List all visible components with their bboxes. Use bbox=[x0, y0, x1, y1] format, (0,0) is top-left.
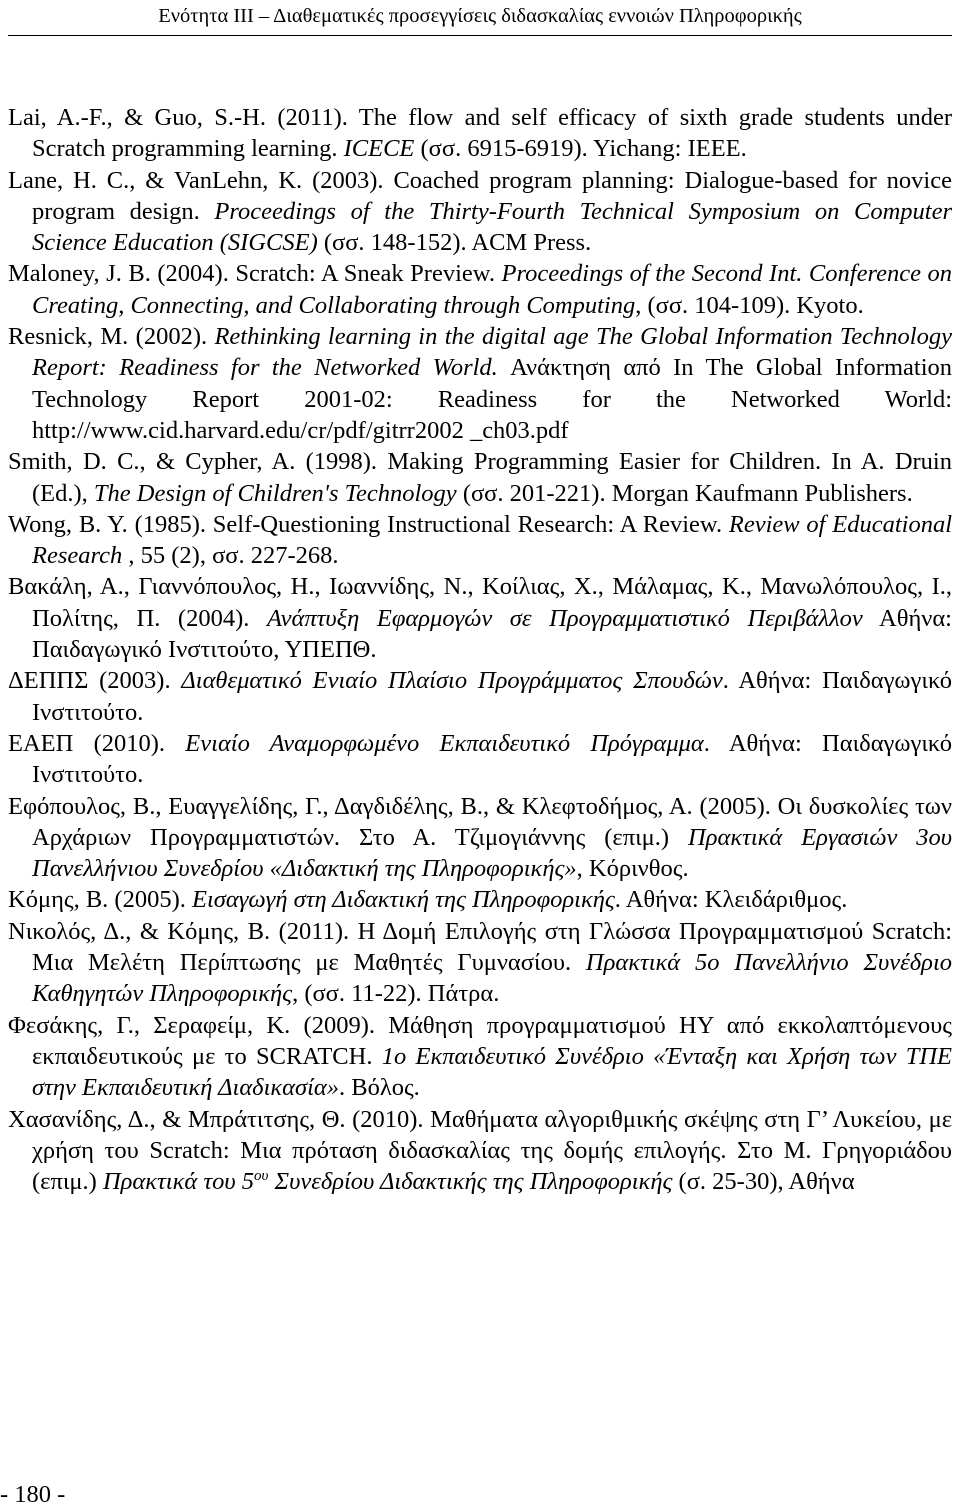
reference-entry bbox=[8, 321, 952, 446]
reference-text: . Αθήνα: Κλειδάριθμος. bbox=[614, 886, 848, 914]
reference-italic-text: Review of Educational Research bbox=[32, 510, 953, 570]
reference-text: Νικολός, Δ., & Κόμης, Β. (2011). Η Δομή Επιλογής στη Γλώσσα Προγραμματισμού Scratch: Μια Μελέτη Περίπτωσης με Μαθητές Γυμνασίου. bbox=[8, 917, 952, 977]
reference-entry bbox=[8, 165, 952, 259]
reference-entry bbox=[8, 102, 952, 165]
reference-text: Αθήνα: Παιδαγωγικό Ινστιτούτο, ΥΠΕΠΘ. bbox=[32, 604, 952, 664]
reference-text: , (σσ. 104-109). Kyoto. bbox=[635, 291, 864, 319]
reference-text: (σσ. 201-221). Morgan Kaufmann Publishers. bbox=[456, 479, 913, 507]
reference-entry bbox=[8, 509, 952, 572]
reference-text: , Κόρινθος. bbox=[576, 855, 689, 883]
reference-text: (σσ. 148-152). ACM Press. bbox=[317, 229, 592, 257]
reference-italic-text: Proceedings of the Thirty-Fourth Technical Symposium on Computer Science Education (SIGCSE) bbox=[32, 197, 952, 257]
reference-italic-text: ου bbox=[254, 1167, 269, 1184]
reference-text: ΔΕΠΠΣ (2003). bbox=[8, 667, 182, 695]
reference-text: (σ. 25-30), Αθήνα bbox=[672, 1168, 855, 1196]
reference-italic-text: Πρακτικά του 5 bbox=[102, 1168, 254, 1196]
running-header: Ενότητα ΙΙΙ – Διαθεματικές προσεγγίσεις διδασκαλίας εννοιών Πληροφορικής bbox=[158, 5, 802, 27]
reference-italic-text: Proceedings of the Second Int. Conference on Creating, Connecting, and Collaborating through Computing bbox=[32, 260, 952, 319]
reference-italic-text: Rethinking learning in the digital age The Global Information Technology Report: Readiness for the Networked World. bbox=[32, 323, 952, 382]
reference-text: Wong, B. Y. (1985). Self-Questioning Instructional Research: A Review. bbox=[8, 510, 729, 538]
reference-italic-text: Ενιαίο Αναμορφωμένο Εκπαιδευτικό Πρόγραμμα bbox=[185, 729, 704, 757]
reference-italic-text: Ανάπτυξη Εφαρμογών σε Προγραμματιστικό Περιβάλλον bbox=[267, 604, 863, 632]
reference-italic-text: The Design of Children's Technology bbox=[93, 479, 457, 507]
page-number: - 180 - bbox=[0, 1481, 66, 1508]
reference-entry bbox=[8, 258, 952, 321]
reference-italic-text: Πρακτικά Εργασιών 3ου Πανελλήνιου Συνεδρίου «Διδακτική της Πληροφορικής» bbox=[32, 823, 952, 883]
reference-text: , 55 (2), σσ. 227-268. bbox=[122, 542, 339, 570]
reference-italic-text: Πρακτικά 5o Πανελλήνιο Συνέδριο Καθηγητών Πληροφορικής bbox=[32, 949, 953, 1008]
reference-entry bbox=[8, 728, 952, 791]
reference-italic-text: ICECE bbox=[343, 135, 415, 163]
reference-text: . Αθήνα: Παιδαγωγικό Ινστιτούτο. bbox=[32, 729, 952, 789]
reference-text: Φεσάκης, Γ., Σεραφείμ, Κ. (2009). Μάθηση προγραμματισμού ΗΥ από εκκολαπτόμενους εκπαιδευτικούς με το SCRATCH. bbox=[8, 1011, 952, 1070]
reference-text: . Αθήνα: Παιδαγωγικό Ινστιτούτο. bbox=[32, 667, 952, 726]
reference-text: ΕΑΕΠ (2010). bbox=[8, 729, 186, 757]
reference-italic-text: 1ο Εκπαιδευτικό Συνέδριο «Ένταξη και Χρήση των ΤΠΕ στην Εκπαιδευτική Διαδικασία» bbox=[32, 1042, 952, 1102]
reference-entry bbox=[8, 884, 952, 915]
reference-entry bbox=[8, 791, 952, 885]
reference-list bbox=[8, 102, 952, 1197]
reference-text: (σσ. 6915-6919). Yichang: IEEE. bbox=[414, 135, 747, 163]
reference-italic-text: Συνεδρίου Διδακτικής της Πληροφορικής bbox=[268, 1168, 673, 1196]
reference-text: , (σσ. 11-22). Πάτρα. bbox=[292, 980, 500, 1008]
reference-text: Resnick, M. (2002). bbox=[8, 323, 215, 351]
reference-entry bbox=[8, 1010, 952, 1104]
header-divider bbox=[8, 35, 952, 36]
reference-italic-text: Εισαγωγή στη Διδακτική της Πληροφορικής bbox=[192, 886, 615, 914]
reference-text: Maloney, J. B. (2004). Scratch: A Sneak Preview. bbox=[8, 260, 502, 288]
reference-entry bbox=[8, 916, 952, 1010]
reference-text: . Βόλος. bbox=[339, 1074, 420, 1102]
reference-text: Lane, H. C., & VanLehn, K. (2003). Coached program planning: Dialogue-based for novice program design. bbox=[8, 166, 952, 225]
reference-entry bbox=[8, 446, 952, 509]
reference-entry bbox=[8, 665, 952, 728]
reference-text: Εφόπουλος, Β., Ευαγγελίδης, Γ., Δαγδιδέλης, Β., & Κλεφτοδήμος, Α. (2005). Οι δυσκολίες των Αρχάριων Προγραμματιστών. Στο Α. Τζιμογιάννης (επιμ.) bbox=[8, 792, 952, 851]
reference-text: Χασανίδης, Δ., & Μπράτιτσης, Θ. (2010). Μαθήματα αλγοριθμικής σκέψης στη Γ’ Λυκείου, με χρήση του Scratch: Μια πρόταση διδασκαλίας της δομής επιλογής. Στο Μ. Γρηγοριάδου (επιμ.) bbox=[8, 1105, 952, 1196]
reference-entry bbox=[8, 571, 952, 665]
reference-text: Smith, D. C., & Cypher, A. (1998). Making Programming Easier for Children. In A. Druin (Ed.), bbox=[8, 448, 952, 507]
reference-entry bbox=[8, 1104, 952, 1198]
reference-text: Ανάκτηση από In The Global Information Technology Report 2001-02: Readiness for the Networked World: http://www.cid.harvard.edu/cr/pdf/gitrr2002 _ch03.pdf bbox=[32, 354, 952, 444]
reference-text: Βακάλη, Α., Γιαννόπουλος, Η., Ιωαννίδης, Ν., Κοίλιας, Χ., Μάλαμας, Κ., Μανωλόπουλος, Ι., Πολίτης, Π. (2004). bbox=[8, 573, 952, 632]
reference-italic-text: Διαθεματικό Ενιαίο Πλαίσιο Προγράμματος Σπουδών bbox=[181, 667, 723, 695]
reference-text: Lai, A.-F., & Guo, S.-H. (2011). The flow and self efficacy of sixth grade students under Scratch programming learning. bbox=[8, 104, 952, 163]
reference-text: Κόμης, Β. (2005). bbox=[8, 886, 193, 914]
